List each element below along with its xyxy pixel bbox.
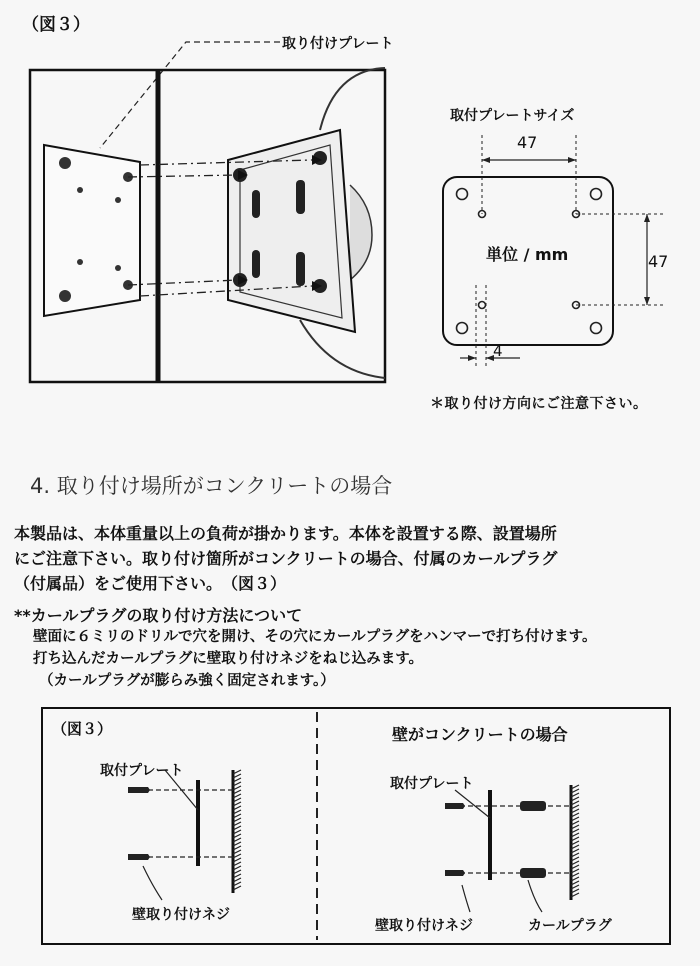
right-screws [445,803,465,876]
instruction-line: （カールプラグが膨らみ強く固定されます。） [39,673,335,689]
left-screws [128,787,150,860]
instruction-line: 壁面に６ミリのドリルで穴を開け、その穴にカールプラグをハンマーで打ち付けます。 [33,629,597,645]
intro-line: 本製品は、本体重量以上の負荷が掛かります。本体を設置する際、設置場所 [14,524,557,543]
dim-vertical: 47 [648,252,669,271]
orientation-note: ＊取り付け方向にご注意下さい。 [430,396,648,412]
right-screw-label: 壁取り付けネジ [375,918,473,934]
intro-paragraph [14,521,694,596]
figure-label-top: （図３） [22,15,90,35]
intro-line: にご注意下さい。取り付け箇所がコンクリートの場合、付属のカールプラグ [14,549,558,568]
section-heading: 4. 取り付け場所がコンクリートの場合 [30,474,393,498]
figure-label-bottom: （図３） [52,720,113,738]
left-screw-label: 壁取り付けネジ [132,907,230,923]
dim-horizontal: 47 [517,133,538,152]
intro-line: （付属品）をご使用下さい。 （図３） [14,574,287,593]
plug-method-heading: **カールプラグの取り付け方法について [14,606,303,625]
plate-callout-label: 取り付けプレート [282,36,394,52]
right-wall [571,785,579,900]
instruction-line: 打ち込んだカールプラグに壁取り付けネジをねじ込みます。 [33,651,424,667]
concrete-title: 壁がコンクリートの場合 [392,725,568,744]
plug-label: カールプラグ [528,918,612,934]
plate-callout-leader [100,42,280,148]
plug-instructions [33,626,693,692]
loose-plate [44,145,140,316]
right-plate-label: 取付プレート [390,776,474,792]
wall-plugs [520,801,546,878]
dim-offset: 4 [493,342,503,360]
monitor-edge [320,68,385,130]
left-plate-label: 取付プレート [100,763,184,779]
left-wall [233,770,241,893]
plate-size-title: 取付プレートサイズ [450,108,575,124]
unit-label: 単位 / mm [486,245,569,264]
